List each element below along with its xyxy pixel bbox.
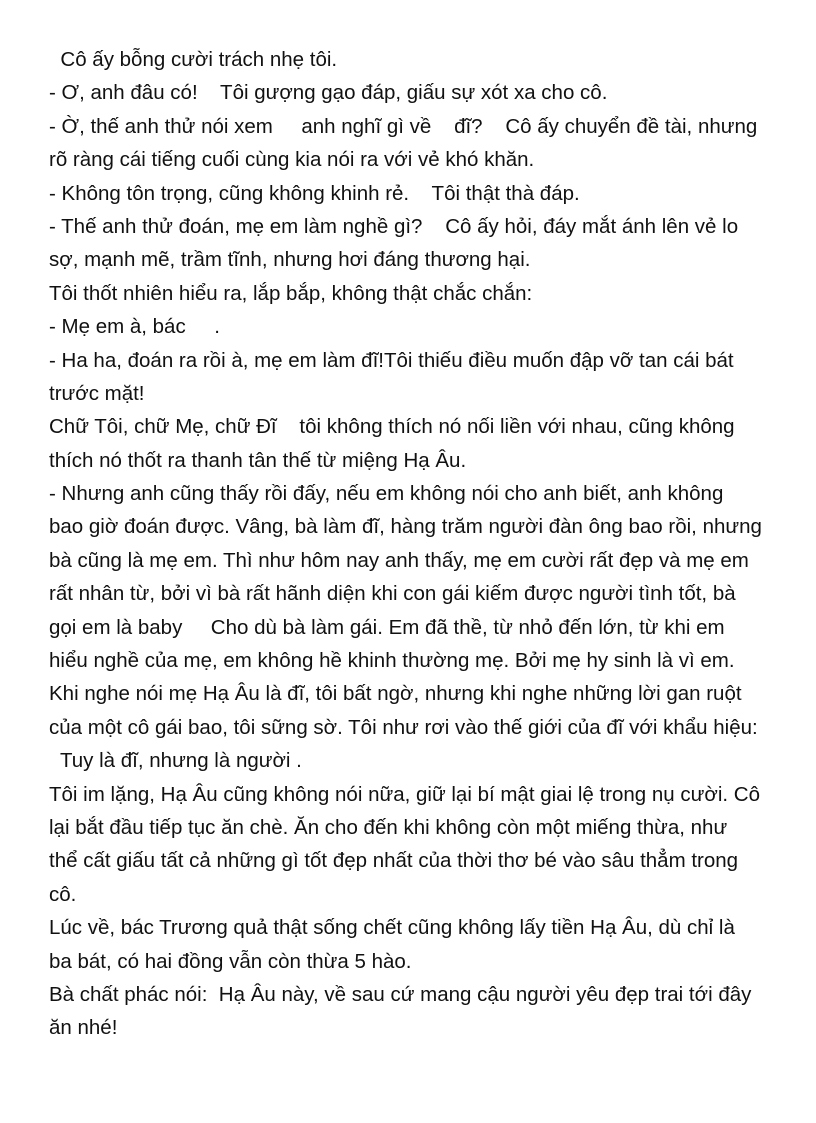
- text-line: Cô ấy bỗng cười trách nhẹ tôi.: [49, 48, 338, 71]
- text-line: hiểu nghề của mẹ, em không hề khinh thường mẹ. Bởi mẹ hy sinh là vì em.: [49, 649, 735, 673]
- text-line: bao giờ đoán được. Vâng, bà làm đĩ, hàng trăm người đàn ông bao rồi, nhưng: [49, 515, 762, 539]
- text-line: Chữ Tôi, chữ Mẹ, chữ Đĩ tôi không thích nó nối liền với nhau, cũng không: [49, 415, 735, 439]
- text-line: Lúc về, bác Trương quả thật sống chết cũng không lấy tiền Hạ Âu, dù chỉ là: [49, 916, 735, 940]
- text-line: cô.: [49, 882, 77, 906]
- text-line: sợ, mạnh mẽ, trầm tĩnh, nhưng hơi đáng thương hại.: [49, 248, 531, 272]
- text-line: của một cô gái bao, tôi sững sờ. Tôi như rơi vào thế giới của đĩ với khẩu hiệu:: [49, 715, 758, 739]
- text-line: trước mặt!: [49, 381, 145, 405]
- text-line: - Ờ, thế anh thử nói xem anh nghĩ gì về đĩ? Cô ấy chuyển đề tài, nhưng: [49, 114, 758, 138]
- text-line: rất nhân từ, bởi vì bà rất hãnh diện khi con gái kiếm được người tình tốt, bà: [49, 582, 736, 606]
- text-line: - Mẹ em à, bác .: [49, 315, 220, 339]
- text-line: - Ơ, anh đâu có! Tôi gượng gạo đáp, giấu sự xót xa cho cô.: [49, 81, 608, 105]
- text-line: rõ ràng cái tiếng cuối cùng kia nói ra với vẻ khó khăn.: [49, 148, 535, 172]
- text-line: lại bắt đầu tiếp tục ăn chè. Ăn cho đến khi không còn một miếng thừa, như: [49, 815, 728, 839]
- text-line: - Thế anh thử đoán, mẹ em làm nghề gì? Cô ấy hỏi, đáy mắt ánh lên vẻ lo: [49, 214, 739, 238]
- text-line: ba bát, có hai đồng vẫn còn thừa 5 hào.: [49, 949, 412, 973]
- text-line: - Nhưng anh cũng thấy rồi đấy, nếu em không nói cho anh biết, anh không: [49, 482, 724, 506]
- text-line: - Ha ha, đoán ra rồi à, mẹ em làm đĩ!Tôi thiếu điều muốn đập vỡ tan cái bát: [49, 348, 734, 372]
- text-line: - Không tôn trọng, cũng không khinh rẻ. Tôi thật thà đáp.: [49, 181, 580, 205]
- text-line: Khi nghe nói mẹ Hạ Âu là đĩ, tôi bất ngờ, nhưng khi nghe những lời gan ruột: [49, 682, 742, 706]
- text-line: bà cũng là mẹ em. Thì như hôm nay anh thấy, mẹ em cười rất đẹp và mẹ em: [49, 548, 749, 572]
- text-line: ăn nhé!: [49, 1016, 118, 1040]
- text-line: Tôi thốt nhiên hiểu ra, lắp bắp, không thật chắc chắn:: [49, 281, 533, 305]
- text-line: Tôi im lặng, Hạ Âu cũng không nói nữa, giữ lại bí mật giai lệ trong nụ cười. Cô: [49, 782, 760, 806]
- text-line: thích nó thốt ra thanh tân thế từ miệng Hạ Âu.: [49, 448, 467, 472]
- document-page: [49, 43, 789, 1045]
- text-line: Tuy là đĩ, nhưng là người .: [49, 749, 302, 773]
- text-line: thể cất giấu tất cả những gì tốt đẹp nhất của thời thơ bé vào sâu thẳm trong: [49, 849, 739, 873]
- text-line: gọi em là baby Cho dù bà làm gái. Em đã thề, từ nhỏ đến lớn, từ khi em: [49, 615, 725, 639]
- text-line: Bà chất phác nói: Hạ Âu này, về sau cứ mang cậu người yêu đẹp trai tới đây: [49, 982, 752, 1006]
